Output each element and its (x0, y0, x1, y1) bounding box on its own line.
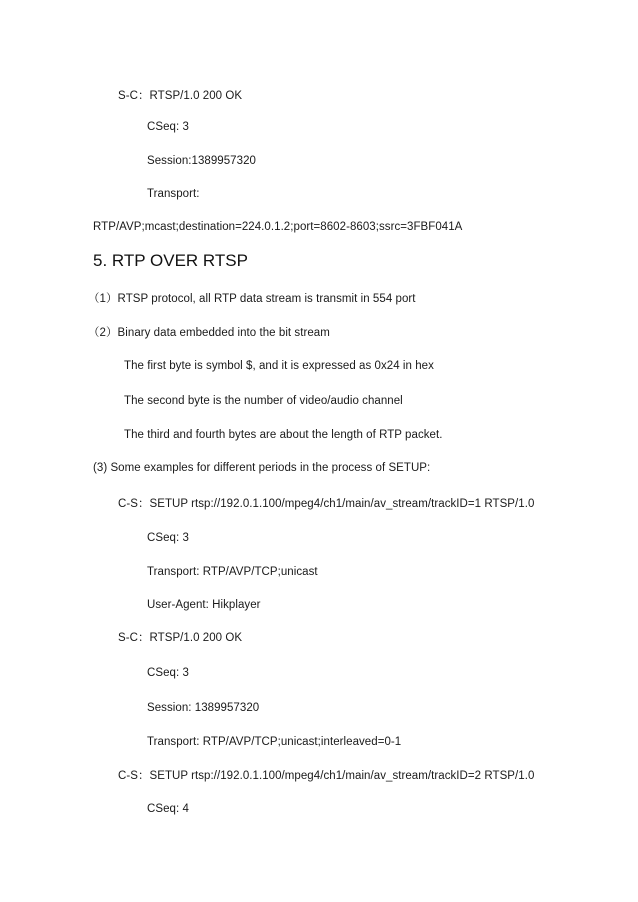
setup-response-session: Session: 1389957320 (147, 702, 260, 714)
setup-request-2-cseq: CSeq: 4 (147, 803, 189, 815)
list-item-2: （2）Binary data embedded into the bit stream (88, 327, 330, 339)
transport-value-line: RTP/AVP;mcast;destination=224.0.1.2;port=8602-8603;ssrc=3FBF041A (93, 221, 463, 233)
setup-response-status: S-C：RTSP/1.0 200 OK (118, 632, 243, 644)
binary-note-first-byte: The first byte is symbol $, and it is expressed as 0x24 in hex (124, 360, 434, 372)
list-item-1: （1）RTSP protocol, all RTP data stream is transmit in 554 port (88, 293, 416, 305)
list-item-3: (3) Some examples for different periods in the process of SETUP: (93, 462, 431, 474)
binary-note-second-byte: The second byte is the number of video/audio channel (124, 395, 403, 407)
cseq-line: CSeq: 3 (147, 121, 189, 133)
transport-label-line: Transport: (147, 188, 200, 200)
setup-request-1-cseq: CSeq: 3 (147, 532, 189, 544)
setup-request-1-user-agent: User-Agent: Hikplayer (147, 599, 261, 611)
setup-response-cseq: CSeq: 3 (147, 667, 189, 679)
section-heading: 5. RTP OVER RTSP (93, 251, 248, 270)
setup-request-1: C-S：SETUP rtsp://192.0.1.100/mpeg4/ch1/main/av_stream/trackID=1 RTSP/1.0 (118, 498, 535, 510)
setup-request-2: C-S：SETUP rtsp://192.0.1.100/mpeg4/ch1/main/av_stream/trackID=2 RTSP/1.0 (118, 770, 535, 782)
response-status-line: S-C：RTSP/1.0 200 OK (118, 90, 243, 102)
setup-response-transport: Transport: RTP/AVP/TCP;unicast;interleaved=0-1 (147, 736, 402, 748)
binary-note-third-fourth-bytes: The third and fourth bytes are about the length of RTP packet. (124, 429, 443, 441)
session-line: Session:1389957320 (147, 155, 256, 167)
setup-request-1-transport: Transport: RTP/AVP/TCP;unicast (147, 566, 318, 578)
